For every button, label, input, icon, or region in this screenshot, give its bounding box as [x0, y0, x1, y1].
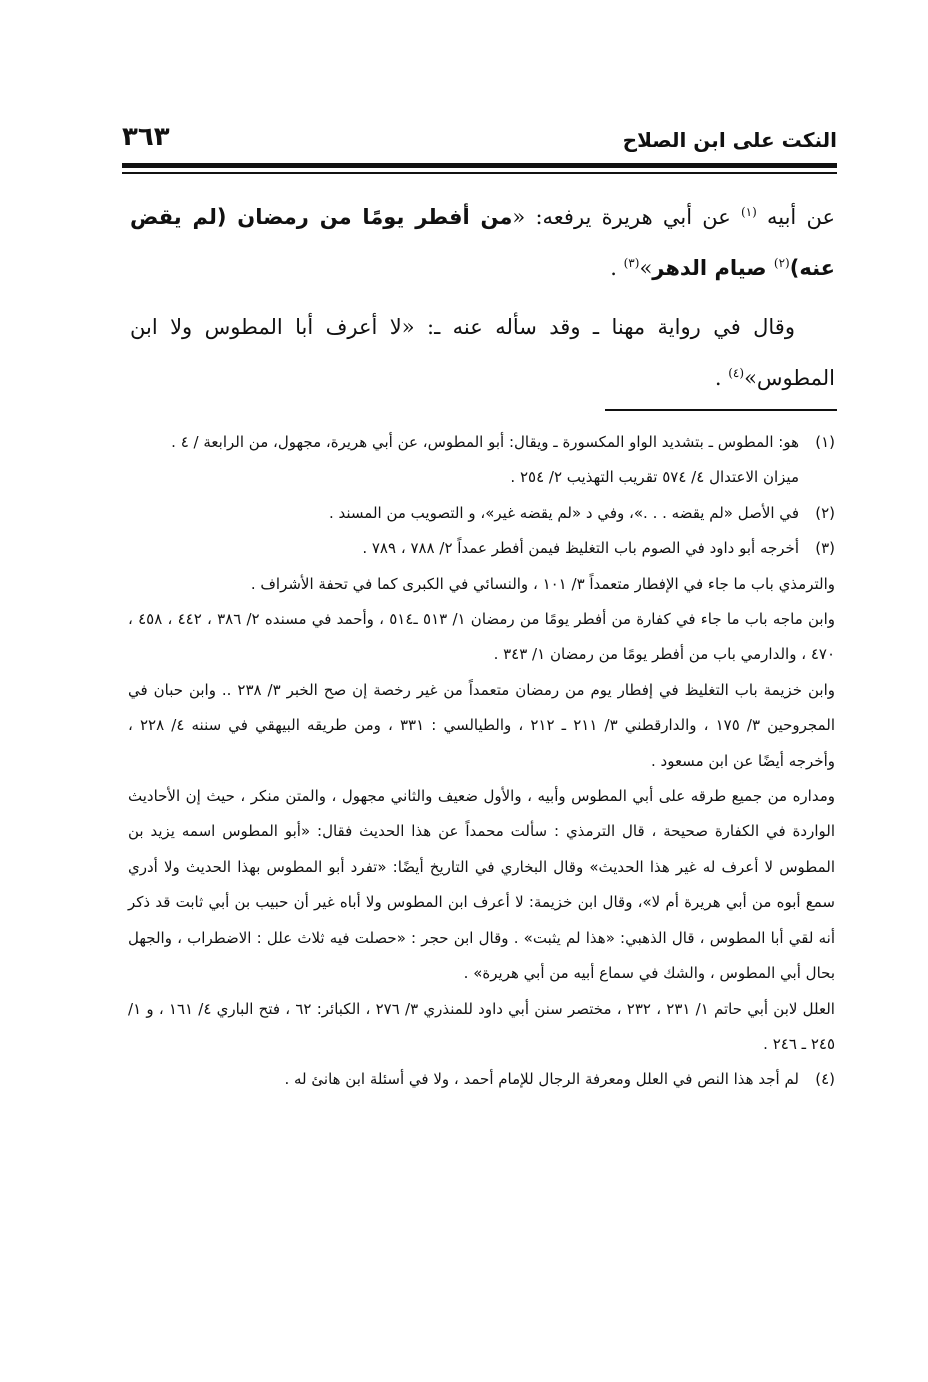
footnote-ref[interactable]: (٣)	[623, 256, 640, 270]
header-rule-thick	[122, 163, 837, 168]
footnote-4: (٤) لم أجد هذا النص في العلل ومعرفة الرجال للإمام أحمد ، ولا في أسئلة ابن هانئ له .	[128, 1062, 835, 1097]
footnote-ref[interactable]: (٤)	[728, 366, 745, 380]
footnote-3-continuation: العلل لابن أبي حاتم ١/ ٢٣١ ، ٢٣٢ ، مختصر سنن أبي داود للمنذري ٣/ ٢٧٦ ، الكبائر: ٦٢ ، فتح الباري ٤/ ١٦١ ، و ١/ ٢٤٥ ـ ٢٤٦ .	[128, 999, 835, 1053]
footnote-3: (٣) أخرجه أبو داود في الصوم باب التغليظ فيمن أفطر عمداً ٢/ ٧٨٨ ، ٧٨٩ .	[128, 531, 835, 566]
page-number: ٣٦٣	[122, 122, 170, 152]
footnote-2: (٢) في الأصل «لم يقضه . . .»، وفي د «لم يقضه غير»، و التصويب من المسند .	[128, 496, 835, 531]
footnote-3-continuation: وابن خزيمة باب التغليظ في إفطار يوم من رمضان متعمداً من غير رخصة إن صح الخبر ٣/ ٢٣٨ .. وابن حبان في المجروحين ٣/ ١٧٥ ، والدارقطني ٣/ ٢١١ ـ ٢١٢ ، والطيالسي : ٣٣١ ، ومن طريقه البيهقي في سننه ٤/ ٢٢٨ ، وأخرجه أيضًا عن ابن مسعود .	[128, 680, 836, 770]
footnotes	[128, 425, 835, 1098]
footnote-separator	[605, 409, 837, 411]
footnote-ref[interactable]: (١)	[740, 205, 757, 219]
hadith-text: من أفطر يومًا من رمضان (لم يقض عنه)	[130, 205, 835, 280]
main-text	[130, 192, 835, 412]
main-paragraph-1: عن أبيه $^{(١)}$ عن أبي هريرة يرفعه: «من أفطر يومًا من رمضان (لم يقض عنه)$^{(٢)}$ صيام الدهر»$^{(٣)}$ .	[130, 205, 835, 280]
footnote-3-continuation: وابن ماجه باب ما جاء في كفارة من أفطر يومًا من رمضان ١/ ٥١٣ ـ٥١٤ ، وأحمد في مسنده ٢/ ٣٨٦ ، ٤٤٢ ، ٤٥٨ ، ٤٧٠ ، والدارمي باب من أفطر يومًا من رمضان ١/ ٣٤٣ .	[128, 610, 835, 664]
footnote-ref[interactable]: (٢)	[773, 256, 790, 270]
footnote-number: (٢)	[815, 503, 835, 522]
main-paragraph-2: وقال في رواية مهنا ـ وقد سأله عنه ـ: «لا أعرف أبا المطوس ولا ابن المطوس»$^{(٤)}$ .	[130, 315, 835, 390]
footnote-3-continuation: ومداره من جميع طرقه على أبي المطوس وأبيه ، والأول ضعيف والثاني مجهول ، والمتن منكر ، حيث إن الأحاديث الواردة في الكفارة صحيحة ، قال الترمذي : سألت محمداً عن هذا الحديث فقال: «أبو المطوس اسمه يزيد بن المطوس لا أعرف له غير هذا الحديث» وقال البخاري في التاريخ أيضًا: «تفرد أبو المطوس بهذا الحديث ولا أدري سمع أبوه من أبي هريرة أم لا»، وقال ابن خزيمة: لا أعرف ابن المطوس ولا أباه غير أن حبيب بن أبي ثابت قد ذكر أنه لقي أبا المطوس ، قال الذهبي: «هذا لم يثبت» . وقال ابن حجر : «حصلت فيه ثلاث علل : الاضطراب ، والجهل بحال أبي المطوس ، والشك في سماع أبيه من أبي هريرة» .	[128, 787, 835, 983]
footnote-number: (١)	[815, 433, 835, 451]
footnote-1: (١) هو: المطوس ـ بتشديد الواو المكسورة ـ ويقال: أبو المطوس، عن أبي هريرة، مجهول، من الرابعة / ٤ . ميزان الاعتدال ٤/ ٥٧٤ تقريب التهذيب ٢/ ٢٥٤ .	[128, 425, 835, 496]
footnote-number: (٣)	[815, 539, 835, 558]
book-title: النكت على ابن الصلاح	[622, 128, 837, 152]
hadith-text-cont: صيام الدهر	[652, 256, 774, 280]
footnote-number: (٤)	[815, 1070, 835, 1089]
footnote-3-continuation: والترمذي باب ما جاء في الإفطار متعمداً ٣/ ١٠١ ، والنسائي في الكبرى كما في تحفة الأشراف .	[250, 574, 835, 593]
running-header	[122, 120, 837, 160]
header-rule-thin	[122, 172, 837, 174]
